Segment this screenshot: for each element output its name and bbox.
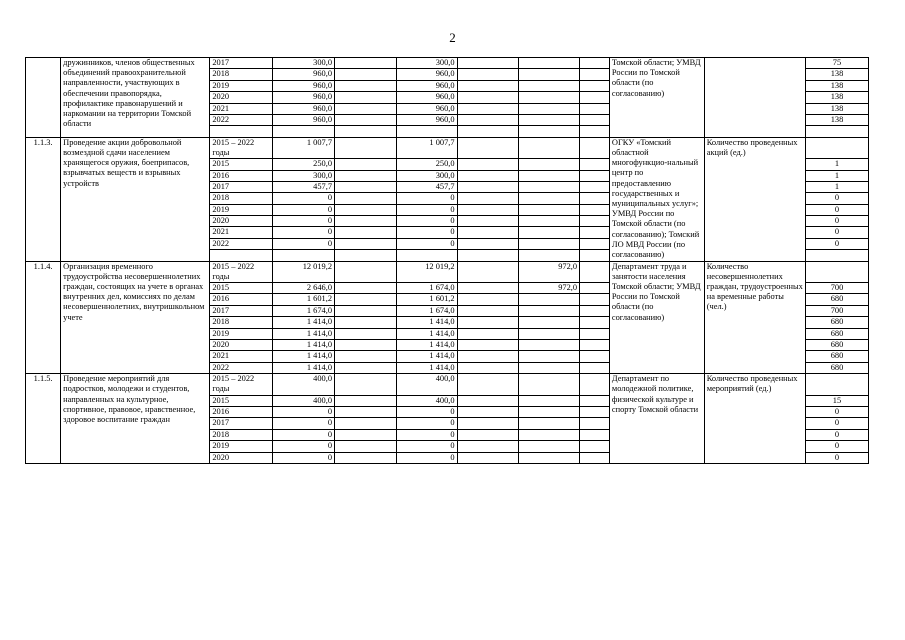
blank-cell [457,351,519,362]
indicator-value: 0 [805,406,868,417]
blank-cell [457,159,519,170]
blank-cell [457,204,519,215]
total-cell: 0 [273,193,335,204]
indicator-name: Количество проведенных мероприятий (ед.) [704,374,805,464]
total-cell: 960,0 [273,103,335,114]
regional-budget-cell: 1 414,0 [396,351,457,362]
total-cell: 960,0 [273,92,335,103]
indicator-value: 700 [805,305,868,316]
blank-cell [335,238,397,249]
indicator-value: 680 [805,294,868,305]
blank-cell [335,159,397,170]
item-number: 1.1.5. [26,374,61,464]
year-cell: 2018 [210,429,273,440]
indicator-name [704,58,805,138]
total-cell: 1 414,0 [273,340,335,351]
other-source-cell [519,58,580,69]
regional-budget-cell: 960,0 [396,69,457,80]
year-cell: 2020 [210,340,273,351]
blank-cell [457,193,519,204]
indicator-value [805,137,868,158]
blank-cell [580,374,610,395]
other-source-cell [519,238,580,249]
year-cell: 2015 – 2022 годы [210,261,273,282]
regional-budget-cell: 400,0 [396,395,457,406]
blank-cell [335,452,397,463]
blank-cell [580,317,610,328]
total-cell: 0 [273,204,335,215]
other-source-cell: 972,0 [519,283,580,294]
year-cell: 2017 [210,305,273,316]
blank-cell [580,227,610,238]
blank-cell [457,418,519,429]
other-source-cell: 972,0 [519,261,580,282]
blank-cell [580,395,610,406]
year-cell: 2015 – 2022 годы [210,374,273,395]
indicator-value: 700 [805,283,868,294]
blank-cell [457,406,519,417]
blank-cell [457,261,519,282]
blank-cell [580,204,610,215]
blank-cell [580,340,610,351]
regional-budget-cell: 960,0 [396,114,457,125]
year-cell: 2021 [210,227,273,238]
other-source-cell [519,159,580,170]
other-source-cell [519,216,580,227]
activity-name: дружинников, членов общественных объединений правоохранительной направленности, участвующих в обеспечении правопорядка, профилактике правонарушений и наркомании на территории Томской области [61,58,210,138]
regional-budget-cell: 300,0 [396,58,457,69]
indicator-value: 138 [805,103,868,114]
regional-budget-cell: 0 [396,227,457,238]
blank-cell [580,92,610,103]
year-cell: 2022 [210,238,273,249]
executor: Департамент по молодежной политике, физической культуре и спорту Томской области [609,374,704,464]
blank-cell [457,114,519,125]
blank-cell [580,294,610,305]
blank-cell [457,137,519,158]
regional-budget-cell: 0 [396,441,457,452]
year-cell: 2015 – 2022 годы [210,137,273,158]
blank-cell [335,137,397,158]
other-source-cell [519,305,580,316]
indicator-value: 138 [805,80,868,91]
blank-cell [457,170,519,181]
blank-cell [805,250,868,261]
total-cell: 0 [273,452,335,463]
total-cell: 0 [273,429,335,440]
other-source-cell [519,170,580,181]
indicator-value: 680 [805,362,868,373]
other-source-cell [519,114,580,125]
blank-cell [805,126,868,137]
blank-cell [580,328,610,339]
blank-cell [457,126,519,137]
blank-cell [335,58,397,69]
blank-cell [580,159,610,170]
year-cell: 2022 [210,114,273,125]
blank-cell [335,181,397,192]
other-source-cell [519,69,580,80]
blank-cell [580,305,610,316]
blank-cell [210,250,273,261]
indicator-value: 0 [805,204,868,215]
blank-cell [580,58,610,69]
blank-cell [335,227,397,238]
regional-budget-cell: 457,7 [396,181,457,192]
blank-cell [335,126,397,137]
blank-cell [335,170,397,181]
blank-cell [335,305,397,316]
blank-cell [457,80,519,91]
blank-cell [457,441,519,452]
blank-cell [335,204,397,215]
total-cell: 1 414,0 [273,351,335,362]
other-source-cell [519,103,580,114]
other-source-cell [519,452,580,463]
year-cell: 2015 [210,159,273,170]
blank-cell [580,362,610,373]
blank-cell [457,340,519,351]
blank-cell [457,227,519,238]
year-cell: 2019 [210,204,273,215]
blank-cell [457,429,519,440]
year-cell: 2020 [210,452,273,463]
total-cell: 1 601,2 [273,294,335,305]
regional-budget-cell: 960,0 [396,103,457,114]
blank-cell [580,137,610,158]
item-number [26,58,61,138]
indicator-value: 680 [805,340,868,351]
regional-budget-cell: 0 [396,204,457,215]
blank-cell [335,294,397,305]
indicator-value: 138 [805,92,868,103]
blank-cell [457,452,519,463]
blank-cell [457,181,519,192]
year-cell: 2020 [210,216,273,227]
indicator-value: 0 [805,227,868,238]
regional-budget-cell: 960,0 [396,80,457,91]
regional-budget-cell: 1 674,0 [396,305,457,316]
activity-name: Проведение мероприятий для подростков, молодежи и студентов, направленных на культурное, спортивное, правовое, нравственное, здоровое воспитание граждан [61,374,210,464]
indicator-value: 680 [805,328,868,339]
blank-cell [580,441,610,452]
year-cell: 2019 [210,441,273,452]
indicator-value: 680 [805,317,868,328]
year-cell: 2021 [210,351,273,362]
other-source-cell [519,441,580,452]
indicator-value: 0 [805,441,868,452]
regional-budget-cell: 0 [396,429,457,440]
regional-budget-cell: 1 674,0 [396,283,457,294]
indicator-value [805,261,868,282]
other-source-cell [519,328,580,339]
total-cell: 1 414,0 [273,317,335,328]
blank-cell [335,429,397,440]
table-row [26,58,869,69]
regional-budget-cell: 0 [396,418,457,429]
regional-budget-cell: 1 414,0 [396,340,457,351]
blank-cell [580,418,610,429]
total-cell: 0 [273,216,335,227]
regional-budget-cell: 12 019,2 [396,261,457,282]
blank-cell [335,69,397,80]
blank-cell [457,103,519,114]
total-cell: 0 [273,227,335,238]
other-source-cell [519,204,580,215]
total-cell: 960,0 [273,80,335,91]
regional-budget-cell: 0 [396,193,457,204]
other-source-cell [519,418,580,429]
blank-cell [335,362,397,373]
blank-cell [580,351,610,362]
blank-cell [580,250,610,261]
indicator-value: 0 [805,452,868,463]
activity-name: Организация временного трудоустройства несовершеннолетних граждан, состоящих на учете в органах внутренних дел, комиссиях по делам несовершеннолетних, внутришкольном учете [61,261,210,374]
total-cell: 0 [273,441,335,452]
blank-cell [396,250,457,261]
blank-cell [396,126,457,137]
indicator-value: 1 [805,159,868,170]
blank-cell [580,283,610,294]
blank-cell [335,80,397,91]
blank-cell [457,250,519,261]
blank-cell [335,103,397,114]
blank-cell [335,193,397,204]
table-row [26,374,869,395]
blank-cell [580,193,610,204]
other-source-cell [519,340,580,351]
blank-cell [335,250,397,261]
blank-cell [580,181,610,192]
total-cell: 457,7 [273,181,335,192]
regional-budget-cell: 0 [396,238,457,249]
blank-cell [335,328,397,339]
indicator-value: 0 [805,418,868,429]
total-cell: 960,0 [273,114,335,125]
blank-cell [457,92,519,103]
other-source-cell [519,181,580,192]
item-number: 1.1.4. [26,261,61,374]
table-row [26,137,869,158]
indicator-value: 75 [805,58,868,69]
blank-cell [580,114,610,125]
regional-budget-cell: 400,0 [396,374,457,395]
blank-cell [457,69,519,80]
activity-name: Проведение акции добровольной возмездной сдачи населением хранящегося оружия, боеприпасов, взрывчатых веществ и взрывных устройств [61,137,210,261]
blank-cell [580,261,610,282]
table-row [26,261,869,282]
total-cell: 300,0 [273,170,335,181]
indicator-value: 0 [805,429,868,440]
regional-budget-cell: 1 007,7 [396,137,457,158]
total-cell: 300,0 [273,58,335,69]
regional-budget-cell: 1 414,0 [396,317,457,328]
page-number: 2 [449,30,456,45]
blank-cell [335,216,397,227]
indicator-value: 0 [805,216,868,227]
year-cell: 2017 [210,58,273,69]
blank-cell [335,283,397,294]
blank-cell [457,374,519,395]
regional-budget-cell: 1 414,0 [396,362,457,373]
total-cell: 960,0 [273,69,335,80]
blank-cell [457,283,519,294]
year-cell: 2020 [210,92,273,103]
blank-cell [335,114,397,125]
blank-cell [580,80,610,91]
year-cell: 2018 [210,193,273,204]
year-cell: 2019 [210,328,273,339]
blank-cell [457,294,519,305]
other-source-cell [519,351,580,362]
total-cell: 1 007,7 [273,137,335,158]
indicator-value: 138 [805,69,868,80]
indicator-name: Количество несовершеннолетних граждан, трудоустроенных на временные работы (чел.) [704,261,805,374]
year-cell: 2017 [210,181,273,192]
blank-cell [335,441,397,452]
other-source-cell [519,406,580,417]
indicator-value: 138 [805,114,868,125]
year-cell: 2017 [210,418,273,429]
indicator-value [805,374,868,395]
year-cell: 2022 [210,362,273,373]
total-cell: 1 414,0 [273,328,335,339]
blank-cell [457,216,519,227]
blank-cell [457,362,519,373]
regional-budget-cell: 0 [396,406,457,417]
blank-cell [335,374,397,395]
total-cell: 400,0 [273,395,335,406]
year-cell: 2016 [210,170,273,181]
total-cell: 400,0 [273,374,335,395]
total-cell: 2 646,0 [273,283,335,294]
regional-budget-cell: 250,0 [396,159,457,170]
indicator-value: 15 [805,395,868,406]
regional-budget-cell: 0 [396,452,457,463]
total-cell: 0 [273,418,335,429]
regional-budget-cell: 960,0 [396,92,457,103]
other-source-cell [519,362,580,373]
blank-cell [519,126,580,137]
blank-cell [210,126,273,137]
regional-budget-cell: 1 414,0 [396,328,457,339]
other-source-cell [519,294,580,305]
executor: Томской области; УМВД России по Томской области (по согласованию) [609,58,704,138]
total-cell: 12 019,2 [273,261,335,282]
blank-cell [580,216,610,227]
blank-cell [335,261,397,282]
total-cell: 1 414,0 [273,362,335,373]
blank-cell [335,92,397,103]
other-source-cell [519,374,580,395]
executor: Департамент труда и занятости населения Томской области; УМВД России по Томской области (по согласованию) [609,261,704,374]
indicator-value: 680 [805,351,868,362]
other-source-cell [519,395,580,406]
executor: ОГКУ «Томский областной многофункцио-нальный центр по предоставлению государственных и муниципальных услуг»; УМВД России по Томской области (по согласованию); Томский ЛО МВД России (по согласованию) [609,137,704,261]
total-cell: 250,0 [273,159,335,170]
year-cell: 2021 [210,103,273,114]
other-source-cell [519,80,580,91]
blank-cell [519,250,580,261]
blank-cell [580,126,610,137]
blank-cell [457,305,519,316]
year-cell: 2016 [210,406,273,417]
year-cell: 2018 [210,69,273,80]
blank-cell [273,126,335,137]
blank-cell [580,406,610,417]
other-source-cell [519,227,580,238]
indicator-value: 1 [805,170,868,181]
blank-cell [273,250,335,261]
regional-budget-cell: 1 601,2 [396,294,457,305]
year-cell: 2018 [210,317,273,328]
blank-cell [335,406,397,417]
blank-cell [580,429,610,440]
other-source-cell [519,92,580,103]
total-cell: 1 674,0 [273,305,335,316]
blank-cell [580,170,610,181]
other-source-cell [519,429,580,440]
regional-budget-cell: 0 [396,216,457,227]
blank-cell [335,317,397,328]
year-cell: 2016 [210,294,273,305]
indicator-value: 1 [805,181,868,192]
year-cell: 2015 [210,283,273,294]
item-number: 1.1.3. [26,137,61,261]
blank-cell [335,395,397,406]
blank-cell [457,317,519,328]
indicator-value: 0 [805,193,868,204]
other-source-cell [519,137,580,158]
total-cell: 0 [273,238,335,249]
blank-cell [457,328,519,339]
indicator-name: Количество проведенных акций (ед.) [704,137,805,261]
indicator-value: 0 [805,238,868,249]
regional-budget-cell: 300,0 [396,170,457,181]
blank-cell [580,238,610,249]
blank-cell [580,452,610,463]
other-source-cell [519,193,580,204]
year-cell: 2019 [210,80,273,91]
total-cell: 0 [273,406,335,417]
other-source-cell [519,317,580,328]
year-cell: 2015 [210,395,273,406]
blank-cell [580,69,610,80]
blank-cell [457,238,519,249]
blank-cell [335,418,397,429]
blank-cell [457,395,519,406]
blank-cell [457,58,519,69]
blank-cell [335,340,397,351]
program-budget-table [25,57,869,464]
blank-cell [580,103,610,114]
blank-cell [335,351,397,362]
